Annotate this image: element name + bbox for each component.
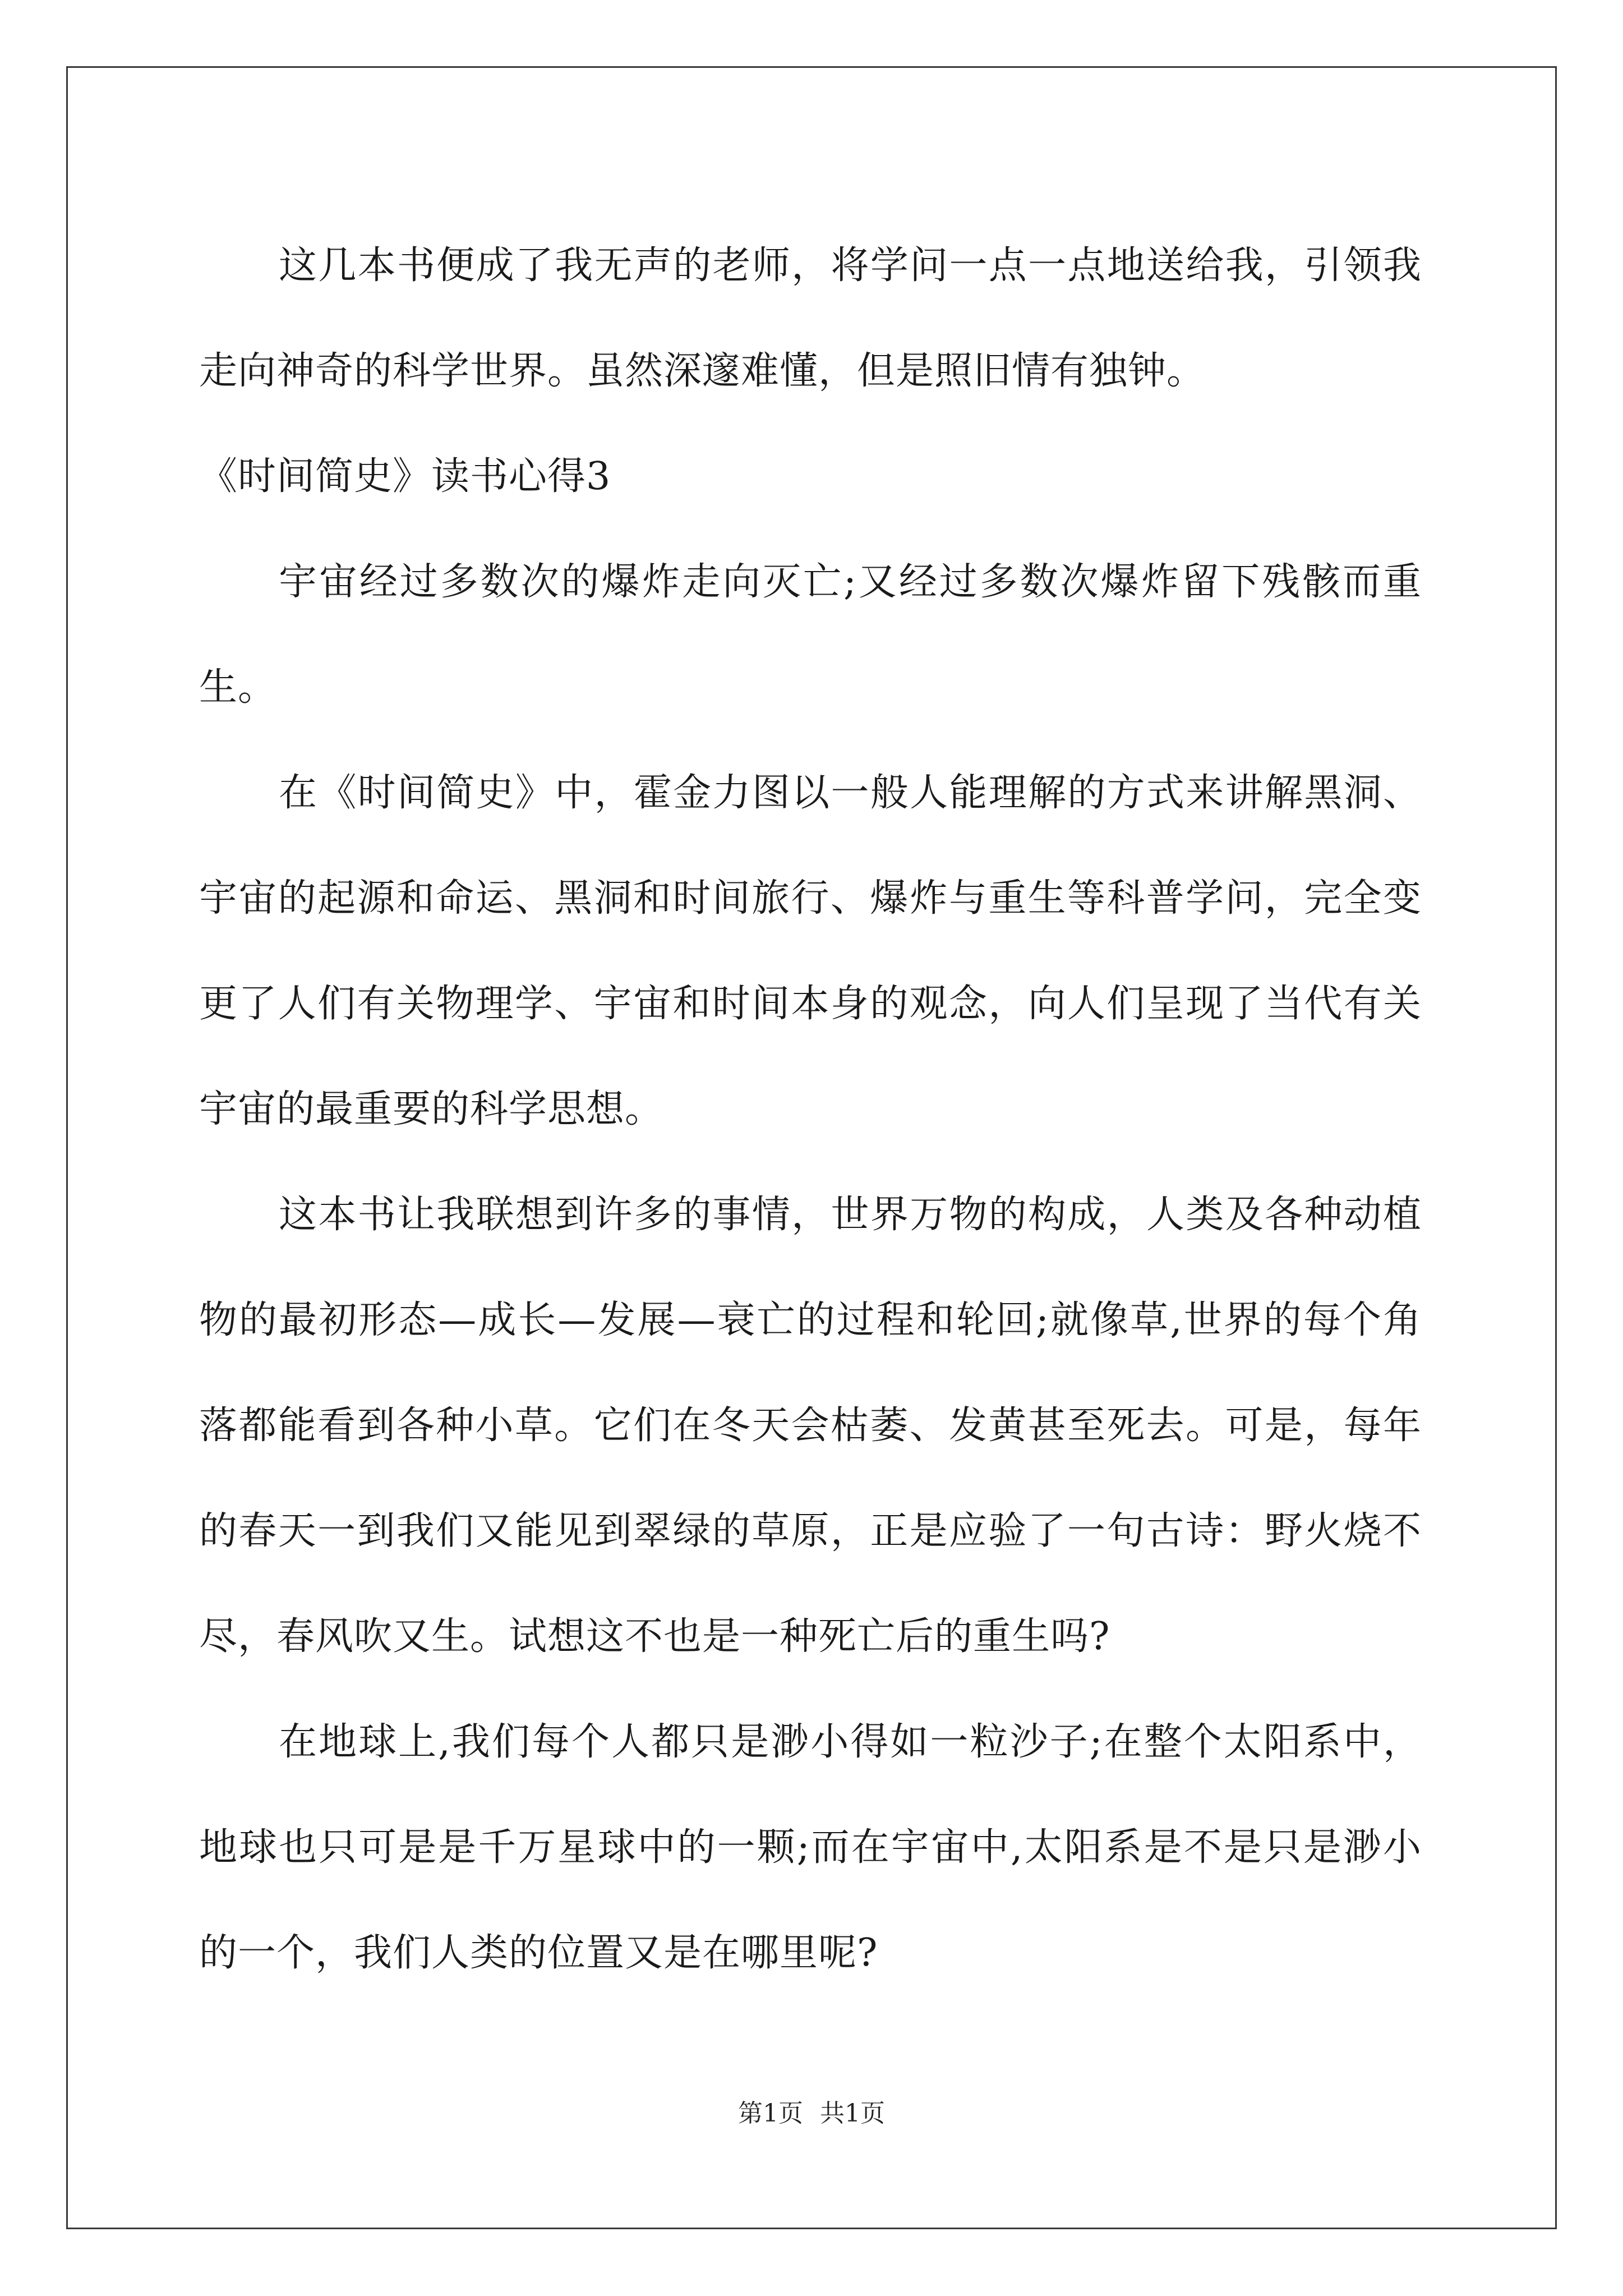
paragraph-1: 这几本书便成了我无声的老师，将学问一点一点地送给我，引领我走向神奇的科学世界。虽然深邃难懂，但是照旧情有独钟。 bbox=[199, 243, 1422, 393]
page-number: 第1页 bbox=[738, 2099, 803, 2128]
page-total: 共1页 bbox=[820, 2099, 885, 2128]
paragraph-3: 在《时间简史》中，霍金力图以一般人能理解的方式来讲解黑洞、宇宙的起源和命运、黑洞和时间旅行、爆炸与重生等科普学问，完全变更了人们有关物理学、宇宙和时间本身的观念，向人们呈现了当代有关宇宙的最重要的科学思想。 bbox=[199, 771, 1422, 1131]
section-heading: 《时间简史》读书心得3 bbox=[199, 454, 611, 499]
paragraph-2: 宇宙经过多数次的爆炸走向灭亡;又经过多数次爆炸留下残骸而重生。 bbox=[199, 560, 1422, 710]
document-body bbox=[199, 213, 1422, 2006]
page-footer bbox=[0, 2097, 1623, 2131]
paragraph-5: 在地球上,我们每个人都只是渺小得如一粒沙子;在整个太阳系中，地球也只可是是千万星球中的一颗;而在宇宙中,太阳系是不是只是渺小的一个，我们人类的位置又是在哪里呢? bbox=[199, 1720, 1422, 1975]
paragraph-4: 这本书让我联想到许多的事情，世界万物的构成，人类及各种动植物的最初形态—成长—发展—衰亡的过程和轮回;就像草,世界的每个角落都能看到各种小草。它们在冬天会枯萎、发黄甚至死去。可是，每年的春天一到我们又能见到翠绿的草原，正是应验了一句古诗：野火烧不尽，春风吹又生。试想这不也是一种死亡后的重生吗? bbox=[199, 1193, 1422, 1659]
